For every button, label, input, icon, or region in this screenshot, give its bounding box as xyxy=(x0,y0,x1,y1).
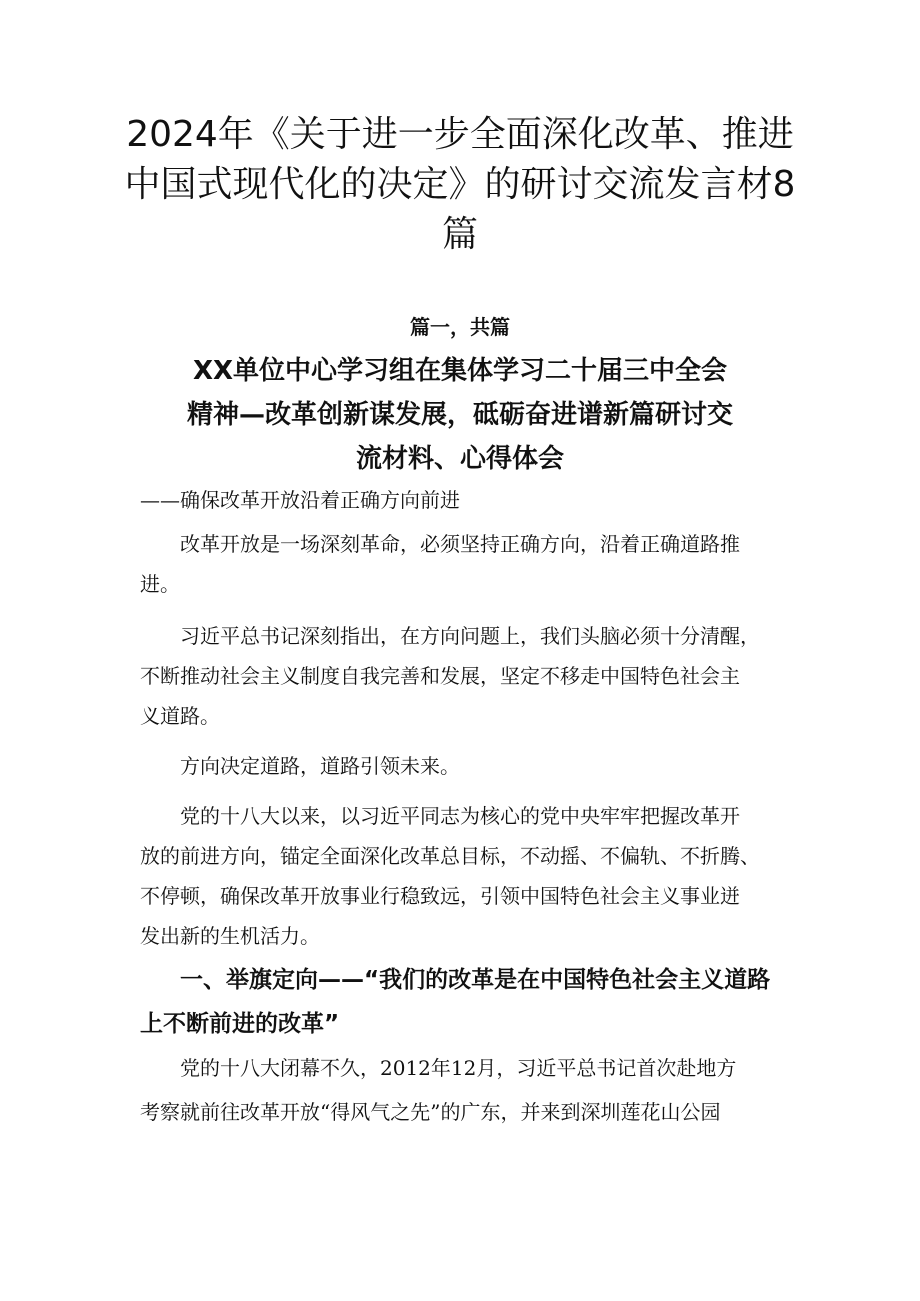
document-title xyxy=(120,110,800,260)
title-line-3: 篇 xyxy=(441,214,478,255)
part-label: 篇一，共篇 xyxy=(410,315,510,339)
paragraph-2 xyxy=(140,616,790,736)
body-block-2 xyxy=(140,1048,790,1132)
paragraph-4 xyxy=(140,796,790,956)
paragraph-1 xyxy=(140,524,790,604)
final-paragraph-line-2: 考察就前往改革开放“得风气之先”的广东，并来到深圳莲花山公园 xyxy=(140,1100,721,1124)
body-block-1 xyxy=(140,480,790,956)
section-heading-line-1: 一、举旗定向——“我们的改革是在中国特色社会主义道路 xyxy=(180,967,771,993)
paragraph-4-line-4: 发出新的生机活力。 xyxy=(140,924,320,948)
paragraph-2-line-3: 义道路。 xyxy=(140,704,220,728)
paragraph-3 xyxy=(140,746,790,786)
paragraph-4-line-1: 党的十八大以来，以习近平同志为核心的党中央牢牢把握改革开 xyxy=(180,804,740,828)
paragraph-2-line-1: 习近平总书记深刻指出，在方向问题上，我们头脑必须十分清醒， xyxy=(180,624,760,648)
title-line-1: 2024年《关于进一步全面深化改革、推进 xyxy=(126,114,794,155)
paragraph-1-line-2: 进。 xyxy=(140,572,180,596)
unit-title-line-2: 精神—改革创新谋发展，砥砺奋进谱新篇研讨交 xyxy=(186,400,733,430)
paragraph-3-line-1: 方向决定道路，道路引领未来。 xyxy=(180,754,460,778)
subtitle: ——确保改革开放沿着正确方向前进 xyxy=(140,488,460,512)
paragraph-4-line-3: 不停顿，确保改革开放事业行稳致远，引领中国特色社会主义事业迸 xyxy=(140,884,740,908)
section-heading-line-2: 上不断前进的改革” xyxy=(140,1011,340,1037)
paragraph-4-line-2: 放的前进方向，锚定全面深化改革总目标，不动摇、不偏轨、不折腾、 xyxy=(140,844,760,868)
paragraph-2-line-2: 不断推动社会主义制度自我完善和发展，坚定不移走中国特色社会主 xyxy=(140,664,740,688)
unit-title-line-1: XX单位中心学习组在集体学习二十届三中全会 xyxy=(192,356,728,386)
unit-title-line-3: 流材料、心得体会 xyxy=(355,444,564,474)
title-line-2: 中国式现代化的决定》的研讨交流发言材8 xyxy=(124,164,796,205)
section-heading xyxy=(140,958,790,1046)
unit-title xyxy=(0,349,920,481)
paragraph-1-line-1: 改革开放是一场深刻革命，必须坚持正确方向，沿着正确道路推 xyxy=(180,532,740,556)
final-paragraph-line-1: 党的十八大闭幕不久，2012年12月，习近平总书记首次赴地方 xyxy=(180,1056,737,1080)
